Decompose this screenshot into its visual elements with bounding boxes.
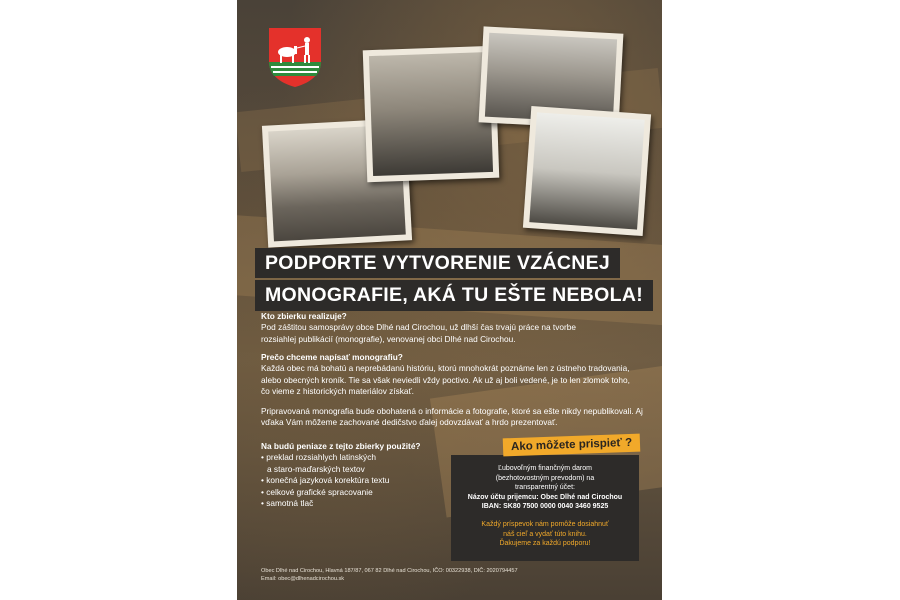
usage-question: Na budú peniaze z tejto zbierky použité? [261,441,421,451]
who-question: Kto zbierku realizuje? [261,311,347,321]
usage-item: • preklad rozsiahlych latinských [261,452,376,463]
prepared-section [261,406,646,429]
usage-item: • samotná tlač [261,498,314,509]
poster [237,0,662,600]
donate-line-1: Ľubovoľným finančným darom [498,465,592,472]
photo-church [523,106,651,236]
usage-item: • celkové grafické spracovanie [261,486,373,497]
headline [255,248,653,311]
prepared-text: Pripravovaná monografia bude obohatená o informácie a fotografie, ktoré sa ešte nikdy nepublikovali. Aj vďaka Vám môžeme zachované dedičstvo ďalej odovzdávať a hrdo prezentovať. [261,406,643,428]
thanks-line-2: náš cieľ a vydať túto knihu. [503,530,587,538]
why-question: Prečo chceme napísať monografiu? [261,352,403,362]
thanks-line-3: Ďakujeme za každú podporu! [499,540,591,548]
iban: IBAN: SK80 7500 0000 0040 3460 9525 [481,503,609,511]
donate-line-2: (bezhotovostným prevodom) na [495,474,595,482]
footer-email: Email: obec@dlhenadcirochou.sk [261,576,345,582]
thanks-text [451,520,639,549]
why-text: Každá obec má bohatú a neprebádanú históriu, ktorú mnohokrát poznáme len z ústneho tradovania, alebo obecných kroník. Tie sa však neviedli vždy poctivo. Ak už aj boli vedené, je to len zlomok toho, čo vieme z historických materiálov získať. [261,363,630,397]
usage-item: a staro-maďarských textov [267,463,365,474]
how-to-contribute-badge: Ako môžete prispieť ? [503,434,641,457]
coat-of-arms-icon [267,26,323,88]
donate-line-3: transparentný účet: [515,484,575,492]
account-name: Názov účtu prijemcu: Obec Dlhé nad Cirochou [467,493,623,501]
donation-box [451,455,639,561]
footer-address: Obec Dlhé nad Cirochou, Hlavná 187/87, 067 82 Dlhé nad Cirochou, IČO: 00322938, DIČ: 2020794457 [261,568,518,574]
usage-item: • konečná jazyková korektúra textu [261,475,390,486]
headline-line-2: MONOGRAFIE, AKÁ TU EŠTE NEBOLA! [255,280,653,310]
who-section [261,311,591,345]
usage-section [261,441,451,509]
thanks-line-1: Každý príspevok nám pomôže dosiahnuť [481,520,609,528]
who-text: Pod záštitou samosprávy obce Dlhé nad Cirochou, už dlhší čas trvajú práce na tvorbe rozsiahlej publikácií (monografie), venovanej obci Dlhé nad Cirochou. [261,322,576,344]
why-section [261,352,636,398]
headline-line-1: PODPORTE VYTVORENIE VZÁCNEJ [255,248,620,278]
footer [261,567,641,583]
